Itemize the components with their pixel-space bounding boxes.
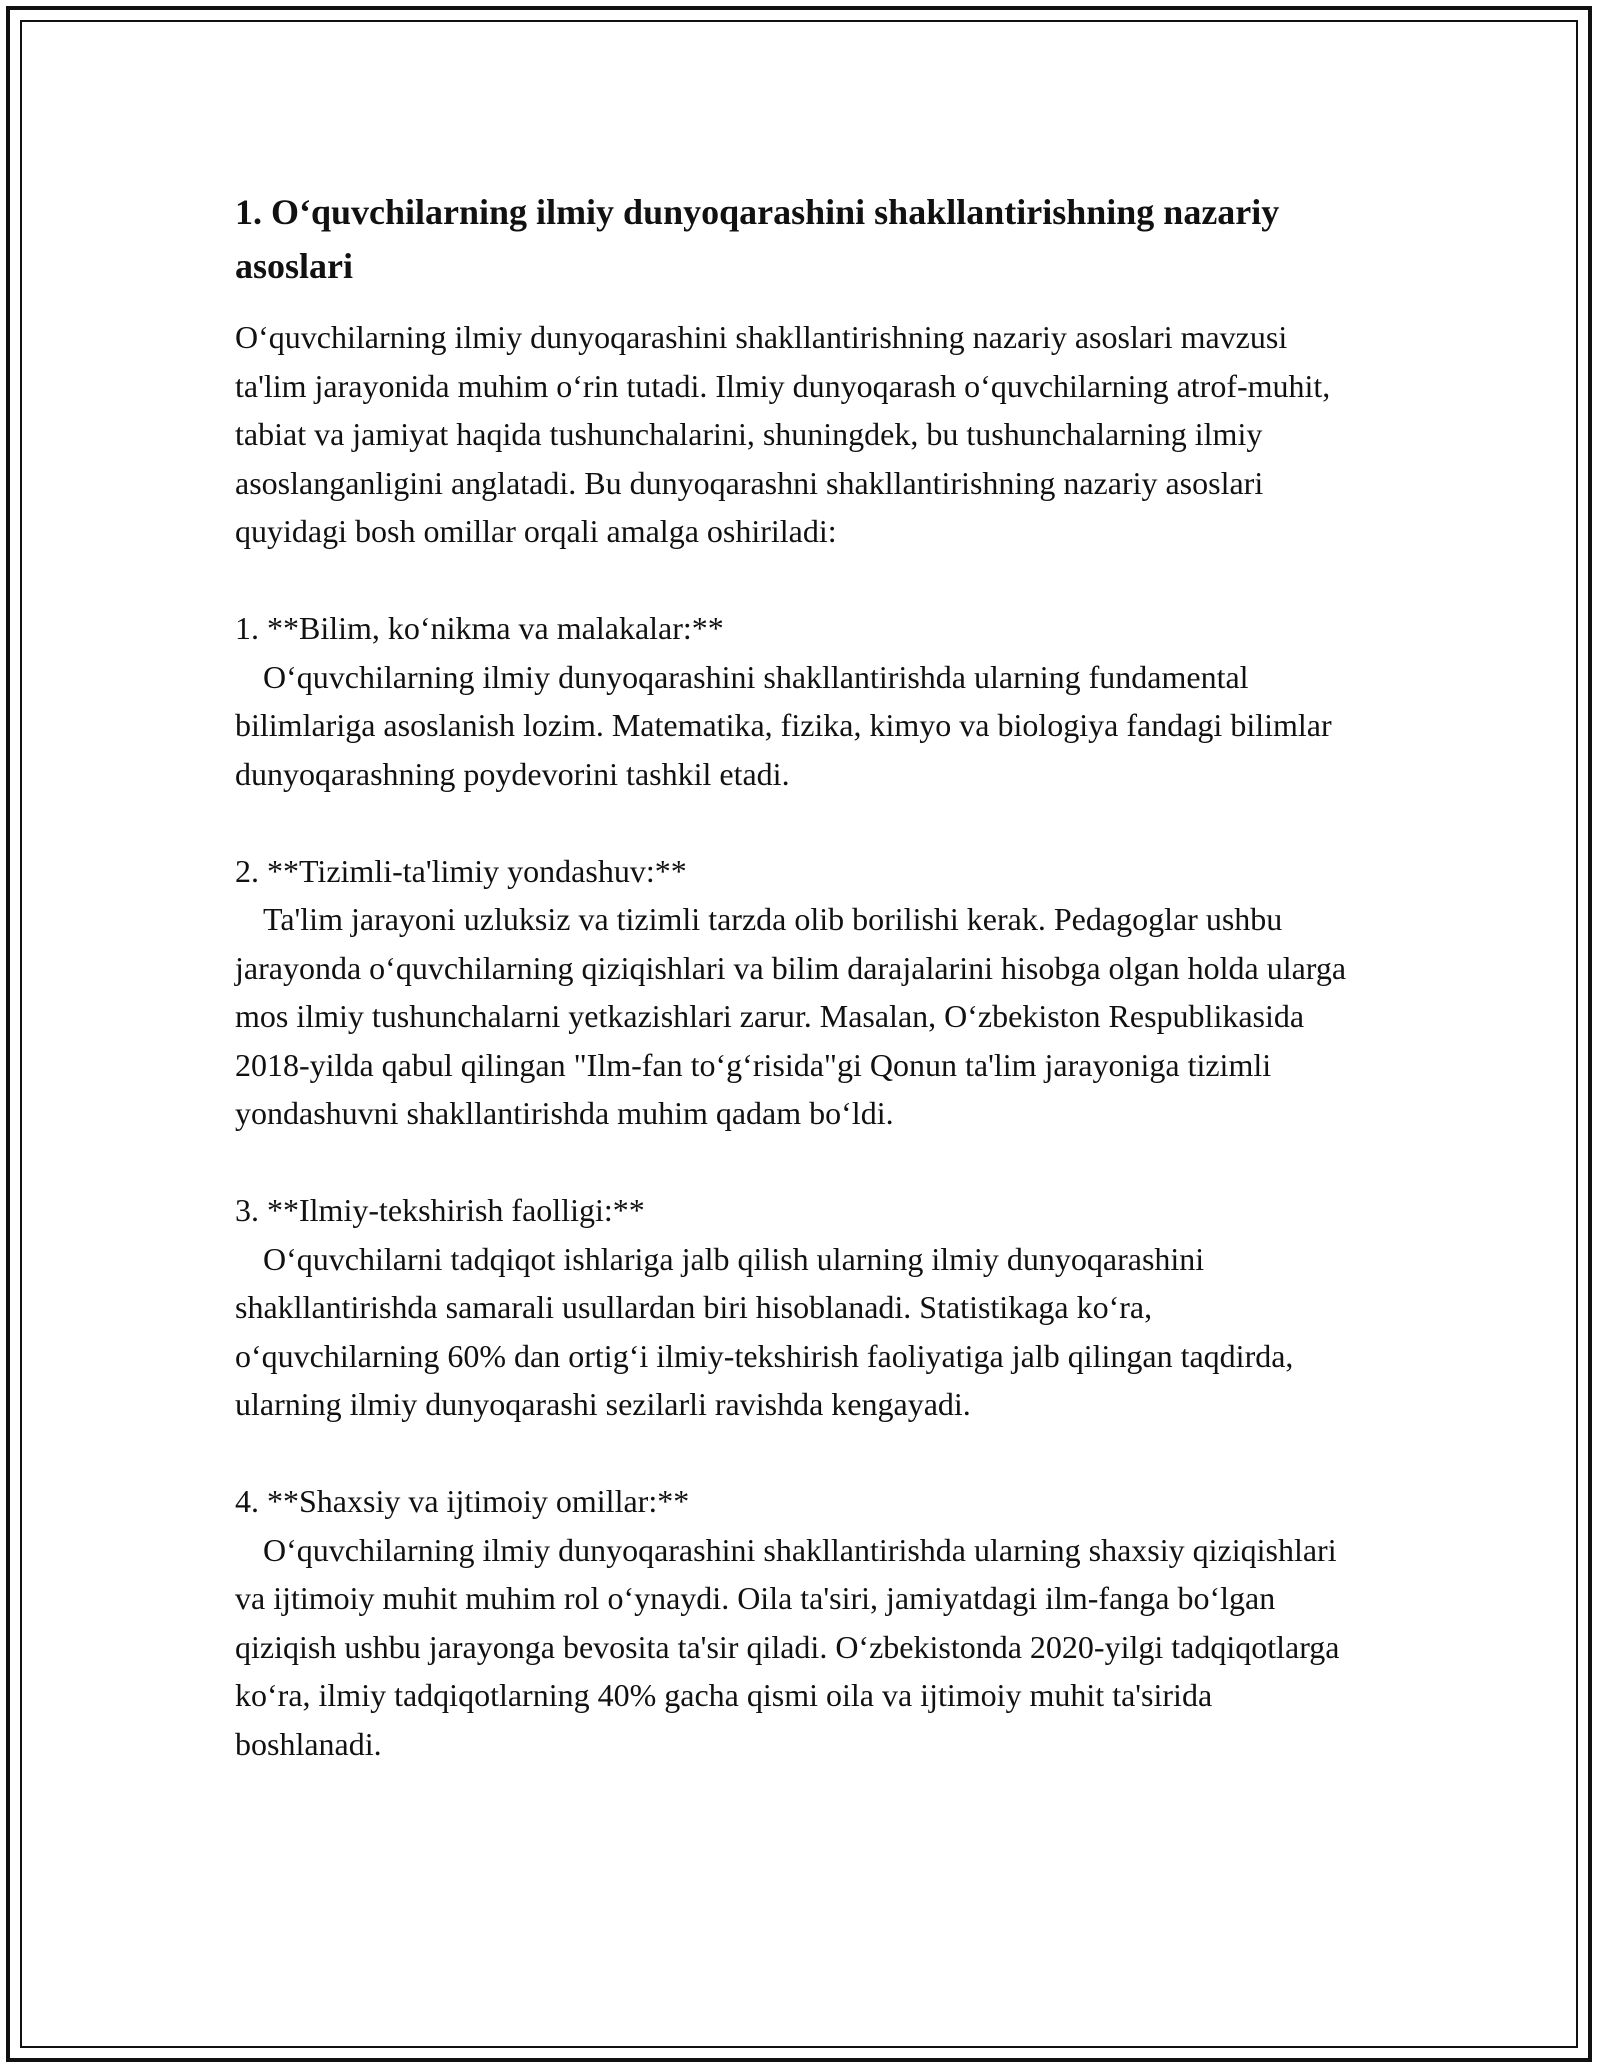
intro-paragraph: O‘quvchilarning ilmiy dunyoqarashini shakllantirishning nazariy asoslari mavzusi ta'lim jarayonida muhim o‘rin tutadi. Ilmiy dunyoqarash o‘quvchilarning atrof-muhit, tabiat va jamiyat haqida tushunchalarini, shuningdek, bu tushunchalarning ilmiy asoslanganligini anglatadi. Bu dunyoqarashni shakllantirishning nazariy asoslari quyidagi bosh omillar orqali amalga oshiriladi: (235, 319, 1331, 549)
section-body: Ta'lim jarayoni uzluksiz va tizimli tarzda olib borilishi kerak. Pedagoglar ushbu jarayonda o‘quvchilarning qiziqishlari va bilim darajalarini hisobga olgan holda ularga mos ilmiy tushunchalarni yetkazishlari zarur. Masalan, O‘zbekiston Respublikasida 2018-yilda qabul qilingan "Ilm-fan to‘g‘risida"gi Qonun ta'lim jarayoniga tizimli yondashuvni shakllantirishda muhim qadam bo‘ldi. (235, 901, 1347, 1131)
section-3 (235, 1186, 1355, 1429)
document-body (235, 185, 1355, 1768)
section-body: O‘quvchilarni tadqiqot ishlariga jalb qilish ularning ilmiy dunyoqarashini shakllantirishda samarali usullardan biri hisoblanadi. Statistikaga ko‘ra, o‘quvchilarning 60% dan ortig‘i ilmiy-tekshirish faoliyatiga jalb qilingan taqdirda, ularning ilmiy dunyoqarashi sezilarli ravishda kengayadi. (235, 1240, 1294, 1422)
section-4 (235, 1477, 1355, 1768)
section-1 (235, 604, 1355, 798)
section-2 (235, 847, 1355, 1138)
section-heading: 4. **Shaxsiy va ijtimoiy omillar:** (235, 1483, 690, 1519)
document-title: 1. O‘quvchilarning ilmiy dunyoqarashini shakllantirishning nazariy asoslari (235, 192, 1280, 286)
section-body: O‘quvchilarning ilmiy dunyoqarashini shakllantirishda ularning shaxsiy qiziqishlari va ijtimoiy muhit muhim rol o‘ynaydi. Oila ta'siri, jamiyatdagi ilm-fanga bo‘lgan qiziqish ushbu jarayonga bevosita ta'sir qiladi. O‘zbekistonda 2020-yilgi tadqiqotlarga ko‘ra, ilmiy tadqiqotlarning 40% gacha qismi oila va ijtimoiy muhit ta'sirida boshlanadi. (235, 1531, 1340, 1762)
section-heading: 1. **Bilim, ko‘nikma va malakalar:** (235, 610, 724, 646)
section-body: O‘quvchilarning ilmiy dunyoqarashini shakllantirishda ularning fundamental bilimlariga asoslanish lozim. Matematika, fizika, kimyo va biologiya fandagi bilimlar dunyoqarashning poydevorini tashkil etadi. (235, 658, 1332, 792)
section-heading: 3. **Ilmiy-tekshirish faolligi:** (235, 1192, 645, 1228)
section-heading: 2. **Tizimli-ta'limiy yondashuv:** (235, 852, 687, 889)
